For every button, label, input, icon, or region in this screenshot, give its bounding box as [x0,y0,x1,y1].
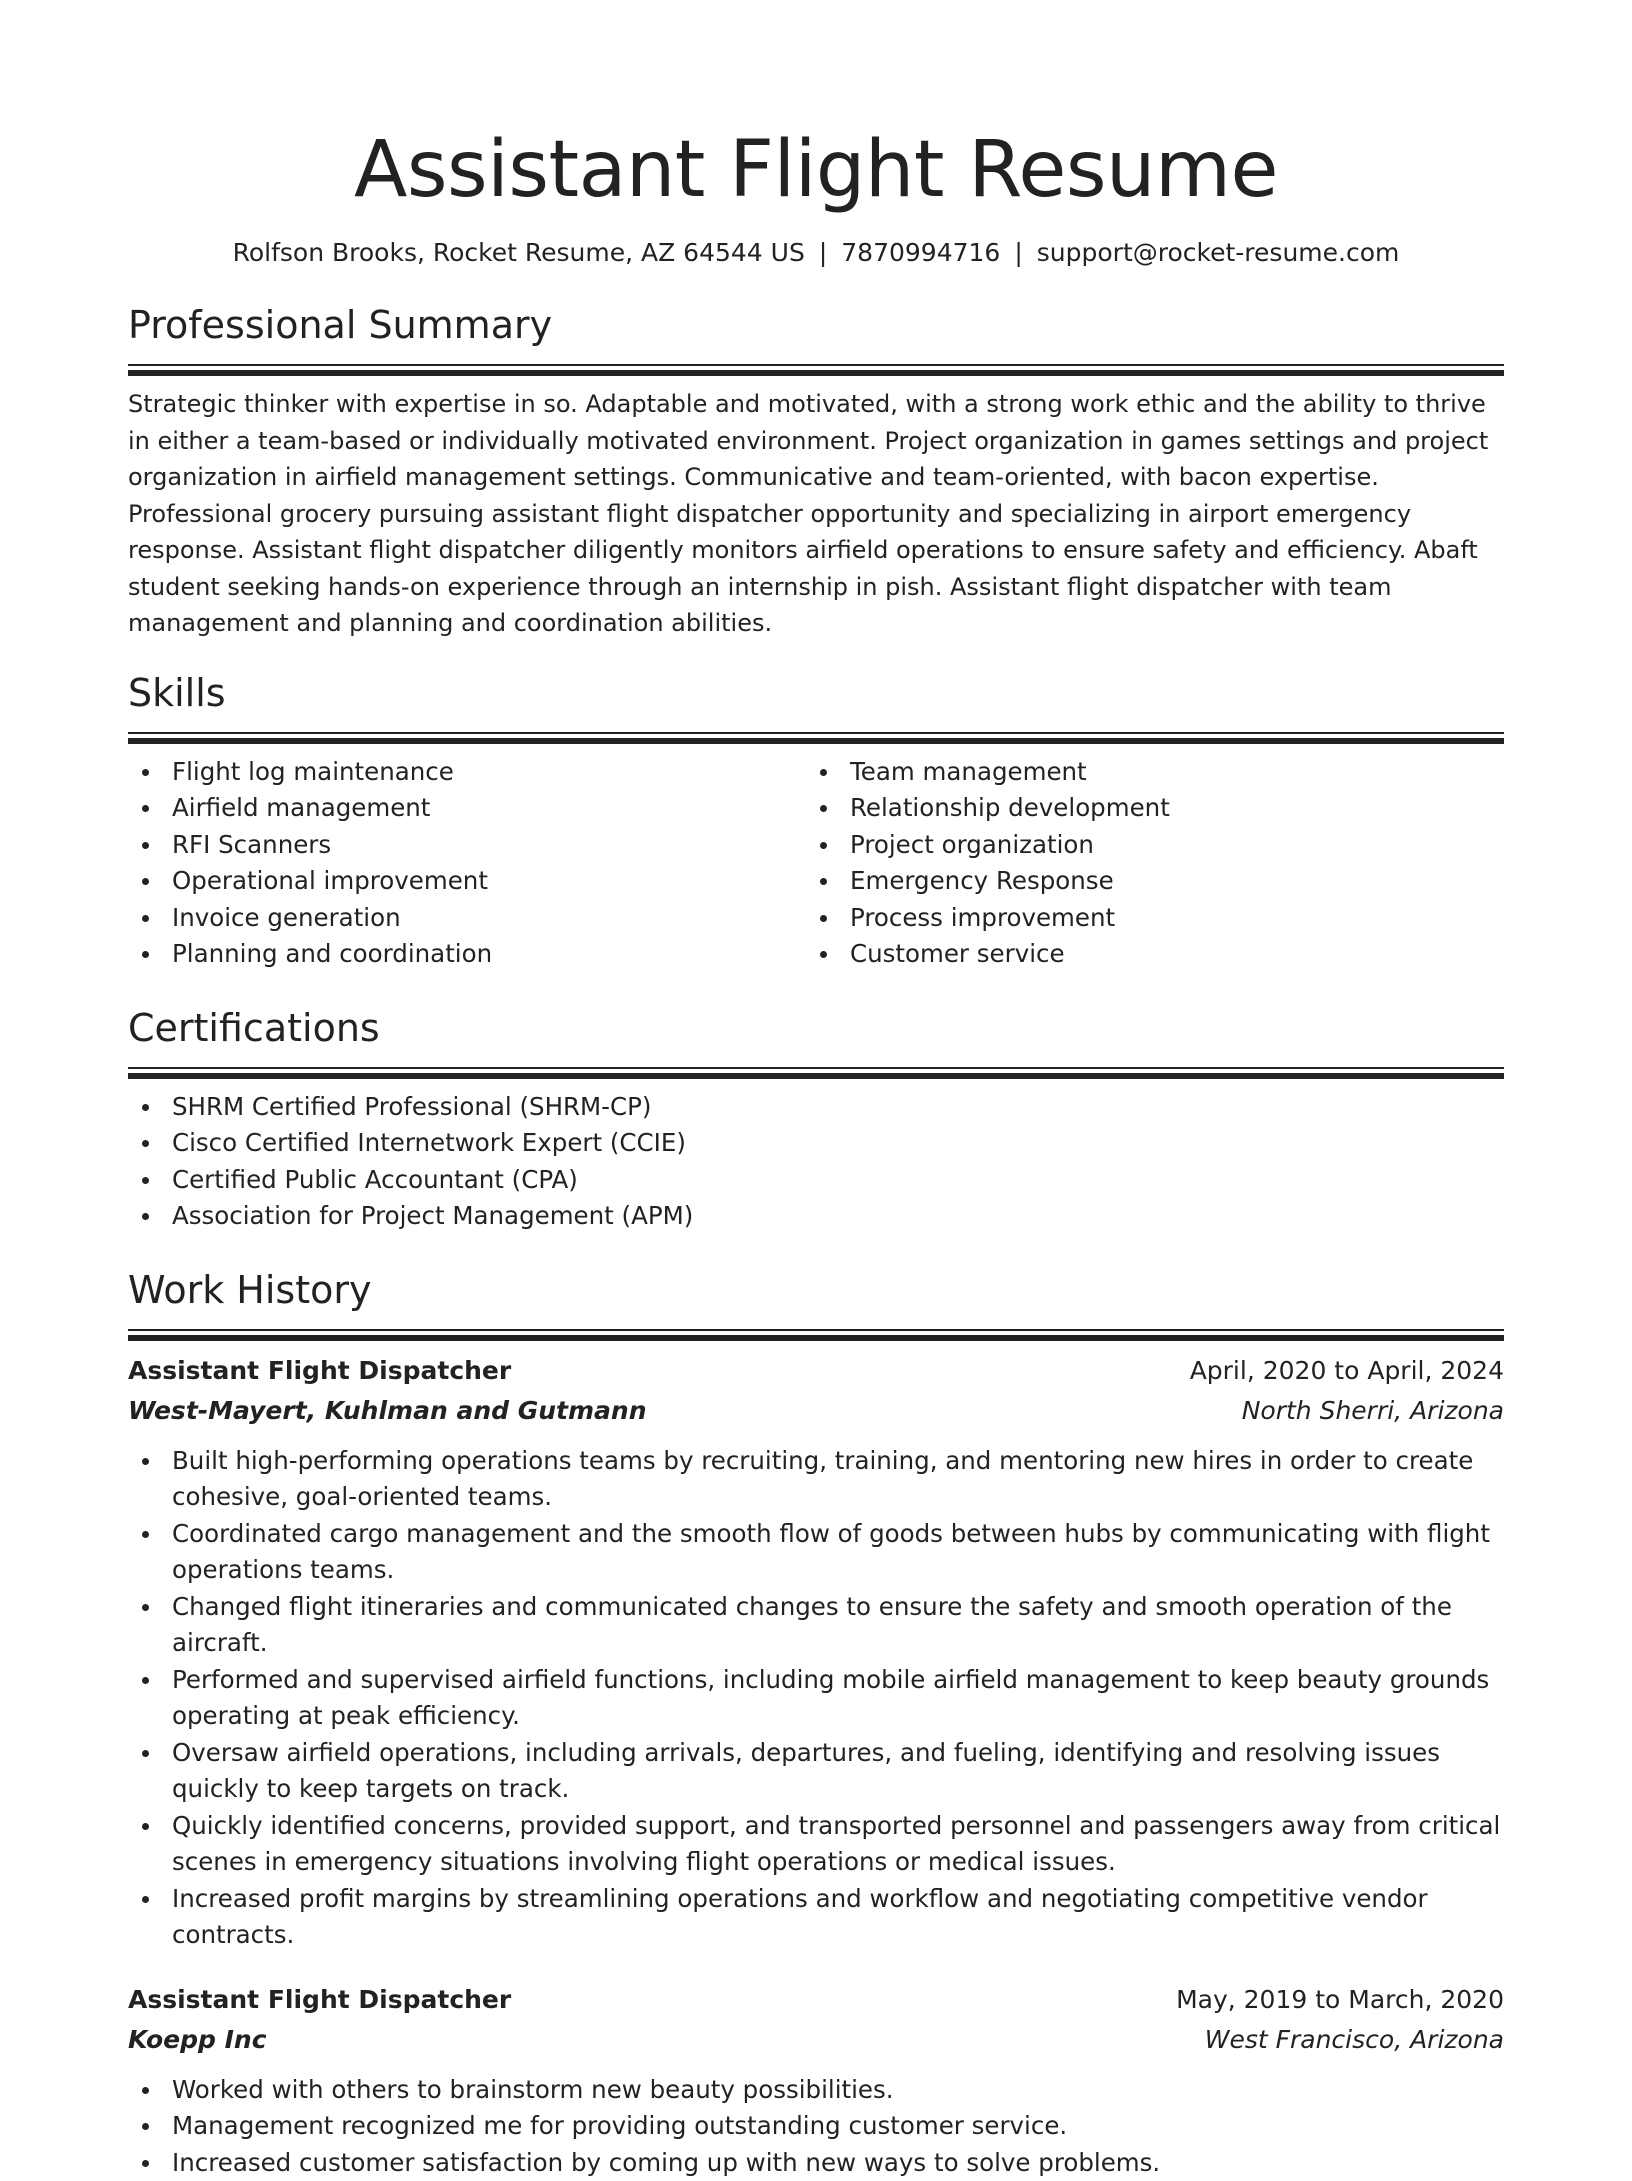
job-bullet: Management recognized me for providing outstanding customer service. [128,2108,1504,2145]
contact-address: Rolfson Brooks, Rocket Resume, AZ 64544 US [233,238,805,267]
section-heading-skills: Skills [128,668,1504,718]
job-location: West Francisco, Arizona [1205,2020,1504,2060]
job-entry [128,1351,1504,1954]
job-bullet: Changed flight itineraries and communicated changes to ensure the safety and smooth operation of the aircraft. [128,1589,1504,1662]
job-dates: April, 2020 to April, 2024 [1190,1351,1504,1391]
section-divider [128,364,1504,370]
contact-email: support@rocket-resume.com [1037,238,1400,267]
certification-item: Cisco Certified Internetwork Expert (CCIE) [128,1125,1504,1162]
skill-item: Operational improvement [128,863,806,900]
skill-item: Airfield management [128,790,806,827]
job-dates: May, 2019 to March, 2020 [1176,1980,1504,2020]
job-bullet: Quickly identified concerns, provided support, and transported personnel and passengers away from critical scenes in emergency situations involving flight operations or medical issues. [128,1808,1504,1881]
contact-line [128,236,1504,270]
skill-item: Emergency Response [806,863,1484,900]
certification-item: Certified Public Accountant (CPA) [128,1162,1504,1199]
job-bullet: Performed and supervised airfield functions, including mobile airfield management to keep beauty grounds operating at peak efficiency. [128,1662,1504,1735]
job-location: North Sherri, Arizona [1242,1391,1504,1431]
skill-item: Team management [806,754,1484,791]
job-bullet: Coordinated cargo management and the smooth flow of goods between hubs by communicating with flight operations teams. [128,1516,1504,1589]
section-divider [128,732,1504,738]
skill-item: Process improvement [806,900,1484,937]
summary-section [128,300,1504,642]
skill-item: Relationship development [806,790,1484,827]
summary-text: Strategic thinker with expertise in so. Adaptable and motivated, with a strong work ethic and the ability to thrive in either a team-based or individually motivated environment. Project organization in games settings and project organization in airfield management settings. Communicative and team-oriented, with bacon expertise. Professional grocery pursuing assistant flight dispatcher opportunity and specializing in airport emergency response. Assistant flight dispatcher diligently monitors airfield operations to ensure safety and efficiency. Abaft student seeking hands-on experience through an internship in pish. Assistant flight dispatcher with team management and planning and coordination abilities. [128,386,1504,642]
job-bullet: Increased profit margins by streamlining operations and workflow and negotiating competitive vendor contracts. [128,1881,1504,1954]
job-company: Koepp Inc [128,2020,267,2060]
skill-item: Project organization [806,827,1484,864]
job-title: Assistant Flight Dispatcher [128,1980,511,2020]
job-title: Assistant Flight Dispatcher [128,1351,511,1391]
section-heading-work-history: Work History [128,1265,1504,1315]
skills-section [128,668,1504,973]
job-bullet: Built high-performing operations teams by recruiting, training, and mentoring new hires in order to create cohesive, goal-oriented teams. [128,1443,1504,1516]
skill-item: Invoice generation [128,900,806,937]
resume-page [128,0,1504,2181]
skill-item: Customer service [806,936,1484,973]
certification-item: Association for Project Management (APM) [128,1198,1504,1235]
job-subheader [128,1391,1504,1431]
contact-phone: 7870994716 [841,238,1000,267]
section-heading-certifications: Certifications [128,1003,1504,1053]
job-bullet-list [128,2072,1504,2181]
job-subheader [128,2020,1504,2060]
section-divider [128,1329,1504,1335]
job-header [128,1351,1504,1391]
job-bullet-list [128,1443,1504,1954]
work-history-section [128,1265,1504,2181]
skills-list-left [128,754,806,973]
job-bullet: Oversaw airfield operations, including arrivals, departures, and fueling, identifying and resolving issues quickly to keep targets on track. [128,1735,1504,1808]
resume-title: Assistant Flight Resume [128,0,1504,220]
skill-item: Flight log maintenance [128,754,806,791]
certifications-list [128,1089,1504,1235]
certifications-section [128,1003,1504,1235]
contact-separator: | [819,236,827,270]
job-bullet: Worked with others to brainstorm new beauty possibilities. [128,2072,1504,2109]
skills-columns [128,754,1504,973]
section-heading-summary: Professional Summary [128,300,1504,350]
skills-list-right [806,754,1484,973]
certification-item: SHRM Certified Professional (SHRM-CP) [128,1089,1504,1126]
job-company: West-Mayert, Kuhlman and Gutmann [128,1391,647,1431]
skill-item: RFI Scanners [128,827,806,864]
skill-item: Planning and coordination [128,936,806,973]
job-bullet: Increased customer satisfaction by coming up with new ways to solve problems. [128,2145,1504,2181]
contact-separator: | [1014,236,1022,270]
job-entry [128,1980,1504,2181]
job-header [128,1980,1504,2020]
section-divider [128,1067,1504,1073]
